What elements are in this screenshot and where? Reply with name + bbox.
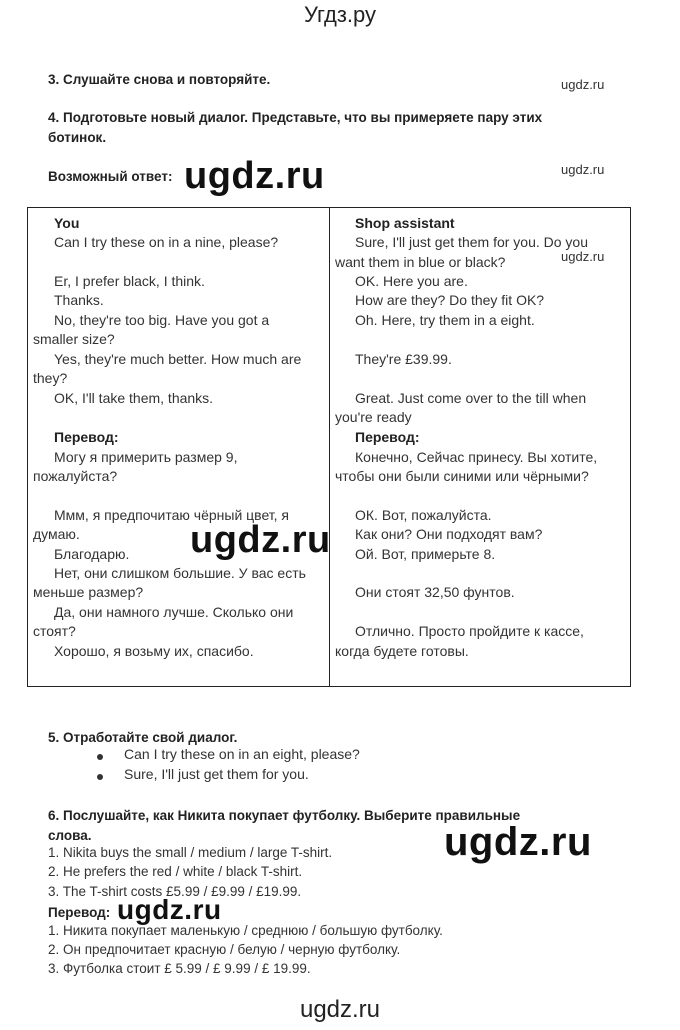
task6-item: 3. The T-shirt costs £5.99 / £9.99 / £19.99. <box>48 884 302 899</box>
task5-bullet: Can I try these on in an eight, please? <box>124 746 360 762</box>
watermark-big-3: ugdz.ru <box>444 820 592 864</box>
right-translation-line: Конечно, Сейчас принесу. Вы хотите, <box>355 449 598 465</box>
assistant-line: Great. Just come over to the till when <box>355 390 587 406</box>
you-line: No, they're too big. Have you got a <box>54 312 270 328</box>
you-line: Can I try these on in a nine, please? <box>54 234 279 250</box>
you-line: they? <box>33 370 68 386</box>
possible-answer-label: Возможный ответ: <box>48 169 173 184</box>
watermark-small-1: ugdz.ru <box>561 77 605 92</box>
left-translation-line: меньше размер? <box>33 584 144 600</box>
assistant-line: you're ready <box>335 409 412 425</box>
you-line: Er, I prefer black, I think. <box>54 273 205 289</box>
shop-assistant-header: Shop assistant <box>355 215 455 231</box>
right-translation-line: ОК. Вот, пожалуйста. <box>355 507 492 523</box>
you-line: OK, I'll take them, thanks. <box>54 390 214 406</box>
table-divider <box>329 207 330 687</box>
assistant-line: They're £39.99. <box>355 351 452 367</box>
left-translation-line: Хорошо, я возьму их, спасибо. <box>54 643 254 659</box>
you-line: Yes, they're much better. How much are <box>54 351 302 367</box>
right-translation-line: чтобы они были синими или чёрными? <box>335 468 589 484</box>
left-translation-line: Да, они намного лучше. Сколько они <box>54 604 294 620</box>
left-translation-header: Перевод: <box>54 429 119 445</box>
assistant-line: How are they? Do they fit OK? <box>355 292 545 308</box>
left-translation-line: думаю. <box>33 526 80 542</box>
task6-translation-header: Перевод: <box>48 905 111 920</box>
assistant-line: OK. Here you are. <box>355 273 468 289</box>
task6-heading-line1: 6. Послушайте, как Никита покупает футболку. Выберите правильные <box>48 808 521 823</box>
you-header: You <box>54 215 80 231</box>
left-translation-line: Ммм, я предпочитаю чёрный цвет, я <box>54 507 289 523</box>
left-translation-line: Благодарю. <box>54 546 130 562</box>
assistant-line: Sure, I'll just get them for you. Do you <box>355 234 589 250</box>
right-translation-header: Перевод: <box>355 429 420 445</box>
task6-heading-line2: слова. <box>48 828 92 843</box>
right-translation-line: Они стоят 32,50 фунтов. <box>355 584 515 600</box>
task5-heading: 5. Отработайте свой диалог. <box>48 730 238 745</box>
assistant-line: Oh. Here, try them in a eight. <box>355 312 535 328</box>
bullet-dot <box>97 754 103 760</box>
task6-item: 2. He prefers the red / white / black T-shirt. <box>48 864 303 879</box>
assistant-line: want them in blue or black? <box>335 254 506 270</box>
watermark-big-1: ugdz.ru <box>184 155 325 197</box>
left-translation-line: Нет, они слишком большие. У вас есть <box>54 565 306 581</box>
right-translation-line: Ой. Вот, примерьте 8. <box>355 546 496 562</box>
right-translation-line: Как они? Они подходят вам? <box>355 526 543 542</box>
watermark-small-2: ugdz.ru <box>561 162 605 177</box>
left-translation-line: стоят? <box>33 623 76 639</box>
left-translation-line: пожалуйста? <box>33 468 118 484</box>
task6-translation-item: 1. Никита покупает маленькую / среднюю / большую футболку. <box>48 923 443 938</box>
task4-heading-line1: 4. Подготовьте новый диалог. Представьте, что вы примеряете пару этих <box>48 110 543 125</box>
watermark-small-3: ugdz.ru <box>561 249 605 264</box>
task6-translation-item: 2. Он предпочитает красную / белую / черную футболку. <box>48 942 401 957</box>
you-line: smaller size? <box>33 331 115 347</box>
site-title: Угдз.ру <box>303 2 377 27</box>
you-line: Thanks. <box>54 292 104 308</box>
right-translation-line: когда будете готовы. <box>335 643 469 659</box>
left-translation-line: Могу я примерить размер 9, <box>54 449 238 465</box>
task3-heading: 3. Слушайте снова и повторяйте. <box>48 72 271 87</box>
task5-bullet: Sure, I'll just get them for you. <box>124 766 309 782</box>
task6-translation-item: 3. Футболка стоит £ 5.99 / £ 9.99 / £ 19.99. <box>48 961 311 976</box>
task6-item: 1. Nikita buys the small / medium / large T-shirt. <box>48 845 333 860</box>
bullet-dot <box>97 774 103 780</box>
footer-watermark: ugdz.ru <box>299 996 381 1023</box>
watermark-big-4: ugdz.ru <box>117 894 222 925</box>
task4-heading-line2: ботинок. <box>48 130 107 145</box>
right-translation-line: Отлично. Просто пройдите к кассе, <box>355 623 584 639</box>
watermark-big-2: ugdz.ru <box>190 519 331 561</box>
